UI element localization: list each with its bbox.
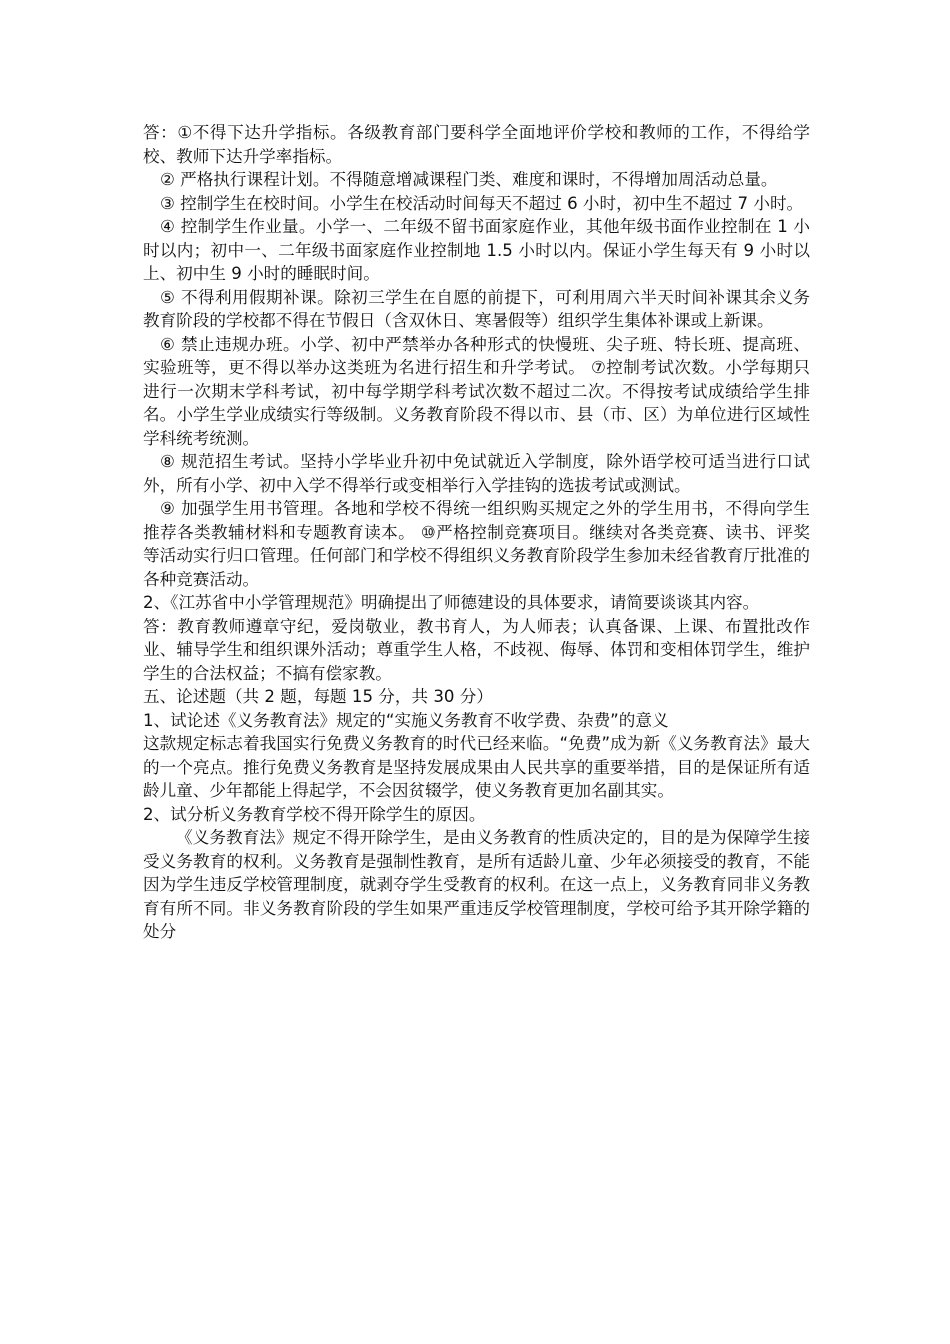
essay-answer-1: 这款规定标志着我国实行免费义务教育的时代已经来临。“免费”成为新《义务教育法》最大的一个亮点。推行免费义务教育是坚持发展成果由人民共享的重要举措，目的是保证所有适龄儿童、少年都能上得起学，不会因贫辍学，使义务教育更加名副其实。 (143, 734, 810, 800)
document-body (143, 121, 810, 944)
question-2: 2、《江苏省中小学管理规范》明确提出了师德建设的具体要求，请简要谈谈其内容。 (143, 593, 760, 612)
rule-paragraph-5: ⑤ 不得利用假期补课。除初三学生在自愿的前提下，可利用周六半天时间补课其余义务教育阶段的学校都不得在节假日（含双休日、寒暑假等）组织学生集体补课或上新课。 (143, 287, 810, 330)
rule-paragraph-6-7: ⑥ 禁止违规办班。小学、初中严禁举办各种形式的快慢班、尖子班、特长班、提高班、实验班等，更不得以举办这类班为名进行招生和升学考试。 ⑦控制考试次数。小学每期只进行一次期末学科考试，初中每学期学科考试次数不超过二次。不得按考试成绩给学生排名。小学生学业成绩实行等级制。义务教育阶段不得以市、县（市、区）为单位进行区域性学科统考统测。 (143, 334, 810, 448)
answer-paragraph-1: 答：①不得下达升学指标。各级教育部门要科学全面地评价学校和教师的工作，不得给学校、教师下达升学率指标。 (143, 123, 810, 166)
rule-paragraph-8: ⑧ 规范招生考试。坚持小学毕业升初中免试就近入学制度，除外语学校可适当进行口试外，所有小学、初中入学不得举行或变相举行入学挂钩的选拔考试或测试。 (143, 452, 810, 495)
rule-paragraph-9-10: ⑨ 加强学生用书管理。各地和学校不得统一组织购买规定之外的学生用书，不得向学生推荐各类教辅材料和专题教育读本。 ⑩严格控制竞赛项目。继续对各类竞赛、读书、评奖等活动实行归口管理。任何部门和学校不得组织义务教育阶段学生参加未经省教育厅批准的各种竞赛活动。 (143, 499, 810, 589)
essay-question-2: 2、试分析义务教育学校不得开除学生的原因。 (143, 804, 486, 824)
rule-paragraph-3: ③ 控制学生在校时间。小学生在校活动时间每天不超过 6 小时，初中生不超过 7 小时。 (160, 193, 804, 213)
rule-paragraph-4: ④ 控制学生作业量。小学一、二年级不留书面家庭作业，其他年级书面作业控制在 1 小时以内；初中一、二年级书面家庭作业控制地 1.5 小时以内。保证小学生每天有 9 小时以上、初中生 9 小时的睡眠时间。 (143, 217, 810, 283)
essay-answer-2: 《义务教育法》规定不得开除学生，是由义务教育的性质决定的，目的是为保障学生接受义务教育的权利。义务教育是强制性教育，是所有适龄儿童、少年必须接受的教育，不能因为学生违反学校管理制度，就剥夺学生受教育的权利。在这一点上，义务教育同非义务教育有所不同。非义务教育阶段的学生如果严重违反学校管理制度，学校可给予其开除学籍的处分 (143, 828, 810, 941)
essay-question-1: 1、试论述《义务教育法》规定的“实施义务教育不收学费、杂费”的意义 (143, 710, 669, 730)
answer-2: 答：教育教师遵章守纪，爱岗敬业，教书育人，为人师表；认真备课、上课、布置批改作业、辅导学生和组织课外活动；尊重学生人格，不歧视、侮辱、体罚和变相体罚学生，维护学生的合法权益；不搞有偿家教。 (143, 616, 810, 683)
rule-paragraph-2: ② 严格执行课程计划。不得随意增减课程门类、难度和课时，不得增加周活动总量。 (160, 170, 778, 189)
section-heading-essay: 五、论述题（共 2 题，每题 15 分，共 30 分） (143, 687, 493, 706)
